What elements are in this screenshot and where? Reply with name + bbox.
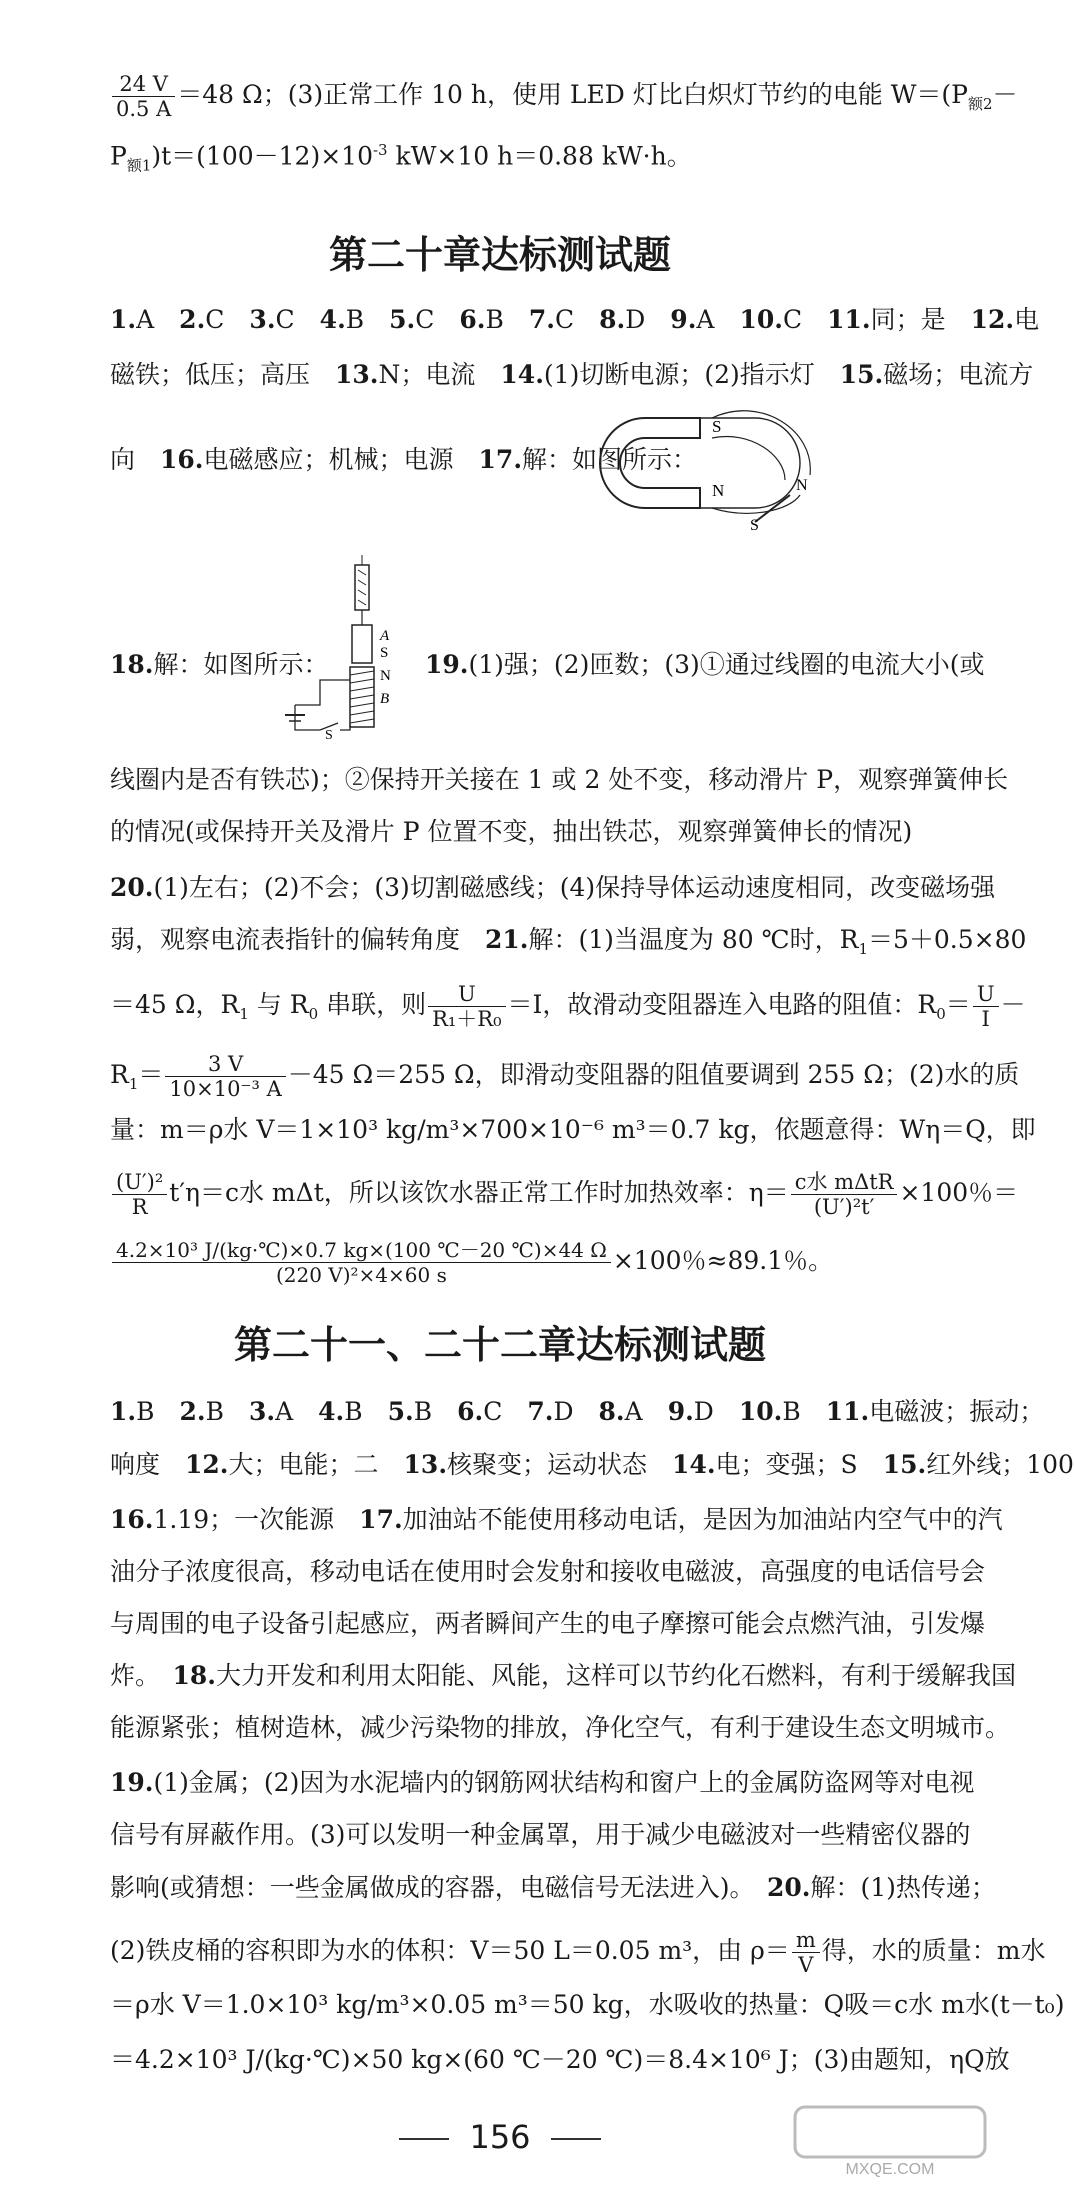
fraction-24v-05a: $\frac{24 V}{0.5 A}$ (112, 72, 175, 121)
page-number: 156 (0, 2118, 1000, 2156)
answer-line: 1.A 2.C 3.C 4.B 5.C 6.B 7.C 8.D 9.A 10.C 11.同；是 12.电 (110, 305, 1040, 334)
answer-line: 线圈内是否有铁芯)；②保持开关接在 1 或 2 处不变，移动滑片 P，观察弹簧伸长 (110, 765, 1009, 794)
magnet-n-label: N (712, 481, 725, 500)
answer-line: 18.解：如图所示： (110, 650, 329, 679)
label-n: N (380, 668, 391, 684)
answer-line-top-2: $P_{额1})t=(100-12)\times 10^{-3}$ kW×10 h＝0.88 kW·h。 (110, 141, 692, 175)
label-s: S (380, 645, 389, 661)
calc-line-3: 量：m＝ρ水 V＝1×10³ kg/m³×700×10⁻⁶ m³＝0.7 kg，依题意得：Wη＝Q，即 (110, 1115, 1036, 1144)
calc-line-water-volume: (2)铁皮桶的容积即为水的体积：V＝50 L＝0.05 m³，由 ρ＝ $\frac{m}{V}$ 得，水的质量：m水 (110, 1928, 1046, 1977)
answer-line: 16.1.19；一次能源 17.加油站不能使用移动电话，是因为加油站内空气中的汽 (110, 1505, 1003, 1534)
magnet-s-label: S (712, 417, 722, 436)
answer-line: 油分子浓度很高，移动电话在使用时会发射和接收电磁波，高强度的电话信号会 (110, 1557, 986, 1586)
answer-line: 1.B 2.B 3.A 4.B 5.B 6.C 7.D 8.A 9.D 10.B 11.电磁波；振动； (110, 1397, 1045, 1426)
needle-s-label: S (750, 517, 759, 534)
label-switch: S (325, 728, 333, 743)
calc-line-water-mass: ＝ρ水 V＝1.0×10³ kg/m³×0.05 m³＝50 kg，水吸收的热量：Q吸＝c水 m水(t－t₀) (110, 1990, 1065, 2019)
calc-line-1: ＝45 Ω，$R_1$ 与 $R_0$ 串联，则 $\frac{U}{\text{R₁＋R₀}}$ ＝I，故滑动变阻器连入电路的阻值：$R_0=$ $\frac{U}{I}$ － (110, 982, 1026, 1031)
answer-line: 的情况(或保持开关及滑片 P 位置不变，抽出铁芯，观察弹簧伸长的情况) (110, 817, 913, 846)
answer-line-top-1: $\frac{24 V}{0.5 A}$ ＝48 Ω；(3)正常工作 10 h，使用 LED 灯比白炽灯节约的电能 $W=(P_{额2}-$ (110, 72, 950, 124)
calc-line-2: $R_1=$ $\frac{3 V}{\text{10×10⁻³ A}}$ －45 Ω＝255 Ω，即滑动变阻器的阻值要调到 255 Ω；(2)水的质 (110, 1052, 1020, 1101)
answer-line: 响度 12.大；电能；二 13.核聚变；运动状态 14.电；变强；S 15.红外线；100 (110, 1450, 1074, 1479)
answer-line: 炸。 18.大力开发和利用太阳能、风能，这样可以节约化石燃料，有利于缓解我国 (110, 1661, 1017, 1690)
answer-line: 20.(1)左右；(2)不会；(3)切割磁感线；(4)保持导体运动速度相同，改变磁场强 (110, 873, 996, 902)
section-title-chapter-20: 第二十章达标测试题 (328, 233, 671, 277)
answer-line: 19.(1)金属；(2)因为水泥墙内的钢筋网状结构和窗户上的金属防盗网等对电视 (110, 1768, 975, 1797)
needle-n-label: N (796, 477, 808, 494)
label-a: A (380, 628, 390, 644)
fraction-u-over-r: $\frac{U}{\text{R₁＋R₀}}$ (428, 982, 505, 1031)
watermark-logo (790, 2102, 990, 2182)
answer-line: 能源紧张；植树造林，减少污染物的排放，净化空气，有利于建设生态文明城市。 (110, 1713, 1011, 1742)
answer-line: 向 16.电磁感应；机械；电源 17.解：如图所示： (110, 445, 698, 474)
fraction-u-squared-over-r: $\frac{\text{(U′)²}}{R}$ (112, 1170, 167, 1219)
calc-line-4: $\frac{\text{(U′)²}}{R}$ t′η＝c水 mΔt，所以该饮水器正常工作时加热效率：η＝ $\frac{\text{c水 mΔtR}}{\text{(U′)²t′}}$ ×100％＝ (110, 1170, 950, 1219)
answer-line: 磁铁；低压；高压 13.N；电流 14.(1)切断电源；(2)指示灯 15.磁场；电流方 (110, 360, 1034, 389)
fraction-efficiency: $\frac{\text{c水 mΔtR}}{\text{(U′)²t′}}$ (791, 1170, 898, 1219)
answer-line: 与周围的电子设备引起感应，两者瞬间产生的电子摩擦可能会点燃汽油，引发爆 (110, 1609, 986, 1638)
label-b: B (380, 691, 390, 707)
calc-line-5: $\frac{\text{4.2×10³ J/(kg·℃)×0.7 kg×(100 ℃－20 ℃)×44 Ω}}{\text{(220 V)²×4×60 s}}$ ×100％≈89.1％。 (110, 1238, 950, 1287)
calc-line-heat: ＝4.2×10³ J/(kg·℃)×50 kg×(60 ℃－20 ℃)＝8.4×10⁶ J；(3)由题知，ηQ放 (110, 2045, 1010, 2074)
answer-line: 19.(1)强；(2)匝数；(3)①通过线圈的电流大小(或 (425, 650, 985, 679)
section-title-chapter-21-22: 第二十一、二十二章达标测试题 (233, 1323, 766, 1367)
figure-17-magnet-diagram (600, 400, 820, 535)
fraction-3v: $\frac{3 V}{\text{10×10⁻³ A}}$ (165, 1052, 285, 1101)
fraction-m-over-v: $\frac{m}{V}$ (792, 1928, 820, 1977)
answer-line: 信号有屏蔽作用。(3)可以发明一种金属罩，用于减少电磁波对一些精密仪器的 (110, 1820, 971, 1849)
answer-line: 弱，观察电流表指针的偏转角度 21.解：(1)当温度为 80 ℃时，$R_1=5+0.5\times 80$ (110, 925, 1027, 958)
watermark-text: MXQE.COM (845, 2161, 935, 2178)
answer-line: 影响(或猜想：一些金属做成的容器，电磁信号无法进入)。 20.解：(1)热传递； (110, 1873, 996, 1902)
fraction-u-over-i: $\frac{U}{I}$ (973, 982, 999, 1031)
fraction-final-efficiency: $\frac{\text{4.2×10³ J/(kg·℃)×0.7 kg×(100 ℃－20 ℃)×44 Ω}}{\text{(220 V)²×4×60 s}}$ (112, 1238, 611, 1287)
